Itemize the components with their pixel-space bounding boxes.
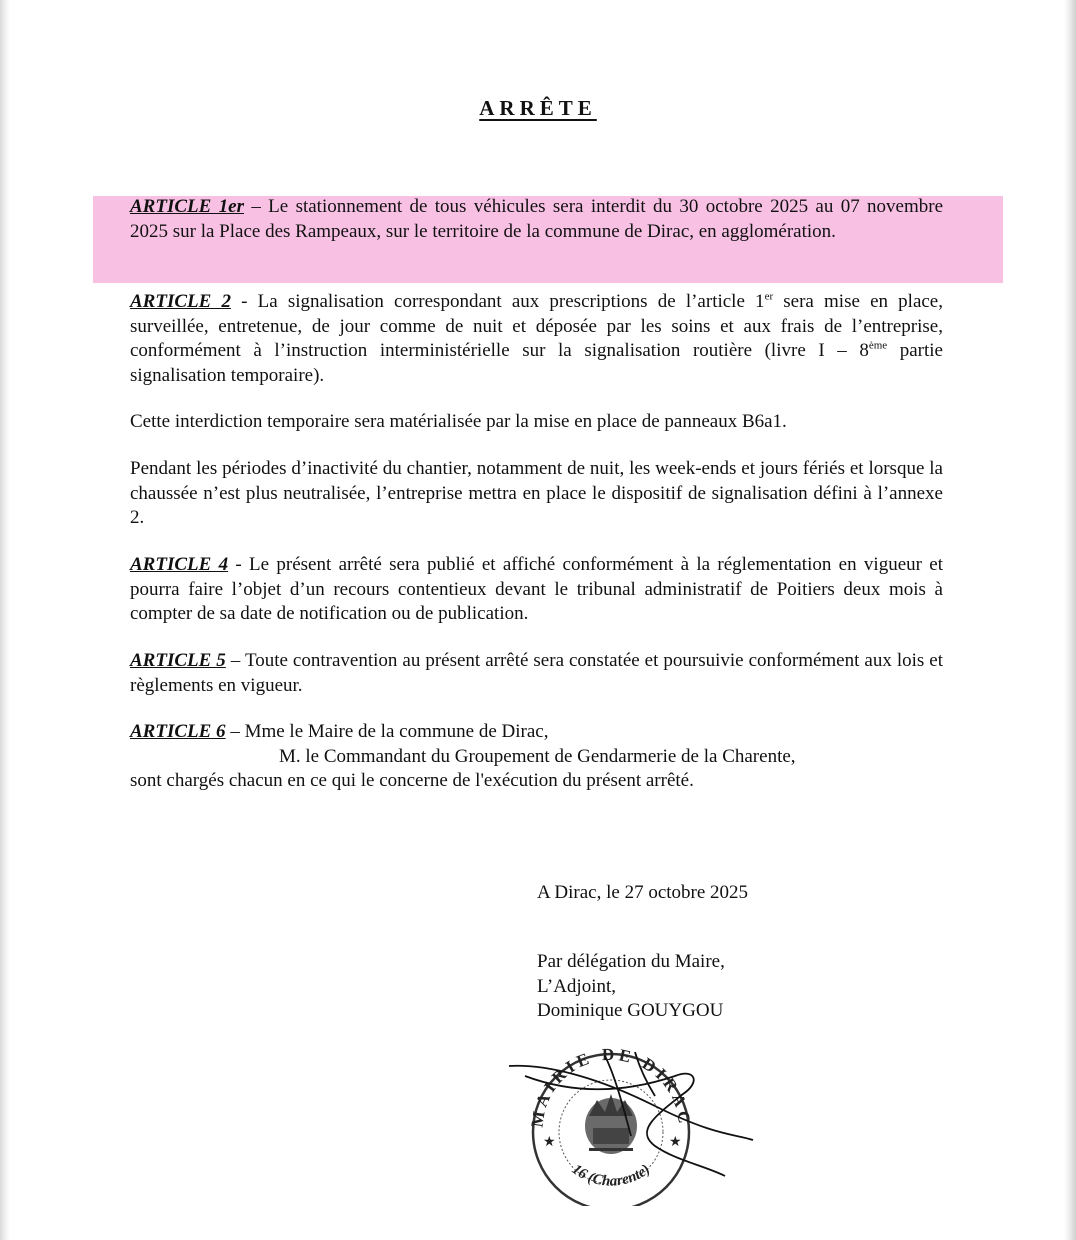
stamp-star-right-icon: ★ xyxy=(669,1134,682,1150)
stamp-top-text: MAIRIE DE DIRAC xyxy=(527,1044,695,1129)
stamp-bottom-text: 16 (Charente) xyxy=(568,1161,654,1190)
article-6-line3: sont chargés chacun en ce qui le concerne de l'exécution du présent arrêté. xyxy=(130,770,694,791)
article-5-label: ARTICLE 5 xyxy=(130,650,226,671)
mairie-stamp xyxy=(505,1036,757,1206)
article-6-label: ARTICLE 6 xyxy=(130,721,226,742)
article-2-sup-2: ème xyxy=(868,339,888,352)
article-5-text: – Toute contravention au présent arrêté sera constatée et poursuivie conformément aux lois et règlements en vigueur. xyxy=(130,650,943,696)
stamp-star-left-icon: ★ xyxy=(543,1134,556,1150)
signature-line-2: L’Adjoint, xyxy=(537,975,616,997)
paragraph-interdiction: Cette interdiction temporaire sera matérialisée par la mise en place de panneaux B6a1. xyxy=(130,411,787,432)
article-4 xyxy=(130,553,943,627)
article-1-label: ARTICLE 1er xyxy=(130,196,244,217)
article-6-line2: M. le Commandant du Groupement de Gendarmerie de la Charente, xyxy=(279,745,796,767)
article-2-sup-1: er xyxy=(764,290,774,303)
place-date: A Dirac, le 27 octobre 2025 xyxy=(537,882,749,903)
article-1-text: – Le stationnement de tous véhicules sera interdit du 30 octobre 2025 au 07 novembre 2025 sur la Place des Rampeaux, sur le territoire de la commune de Dirac, en agglomération. xyxy=(130,196,944,242)
document-title: ARRÊTE xyxy=(479,96,597,120)
article-6 xyxy=(130,720,943,794)
signature-line-1: Par délégation du Maire, xyxy=(537,951,725,972)
signature-block xyxy=(537,950,725,1024)
article-2-text-c: partie signalisation temporaire). xyxy=(130,340,943,386)
article-1 xyxy=(130,195,943,244)
article-2 xyxy=(130,290,943,388)
article-4-label: ARTICLE 4 xyxy=(130,554,229,575)
article-2-text-a: - La signalisation correspondant aux prescriptions de l’article 1 xyxy=(230,291,765,312)
article-6-line1: – Mme le Maire de la commune de Dirac, xyxy=(225,721,549,742)
document-title-block xyxy=(0,96,1076,121)
article-2-label: ARTICLE 2 xyxy=(130,291,231,312)
paragraph-inactivite: Pendant les périodes d’inactivité du chantier, notamment de nuit, les week-ends et jours fériés et lorsque la chaussée n’est plus neutralisée, l’entreprise mettra en place le dispositif de signalisation défini à l’annexe 2. xyxy=(130,458,943,528)
page-edge-left xyxy=(0,0,10,1240)
article-2-text-b: sera mise en place, surveillée, entretenue, de jour comme de nuit et déposée par les soins et aux frais de l’entreprise, conformément à l’instruction interministérielle sur la signalisation routière (livre I – 8 xyxy=(130,291,943,361)
article-5 xyxy=(130,649,943,698)
page-edge-right xyxy=(1064,0,1076,1240)
article-4-text: - Le présent arrêté sera publié et affiché conformément à la réglementation en vigueur et pourra faire l’objet d’un recours contentieux devant le tribunal administratif de Poitiers deux mois à compter de sa date de notification ou de publication. xyxy=(130,554,943,624)
signature-line-3: Dominique GOUYGOU xyxy=(537,1000,724,1021)
stamp-emblem xyxy=(585,1094,637,1154)
